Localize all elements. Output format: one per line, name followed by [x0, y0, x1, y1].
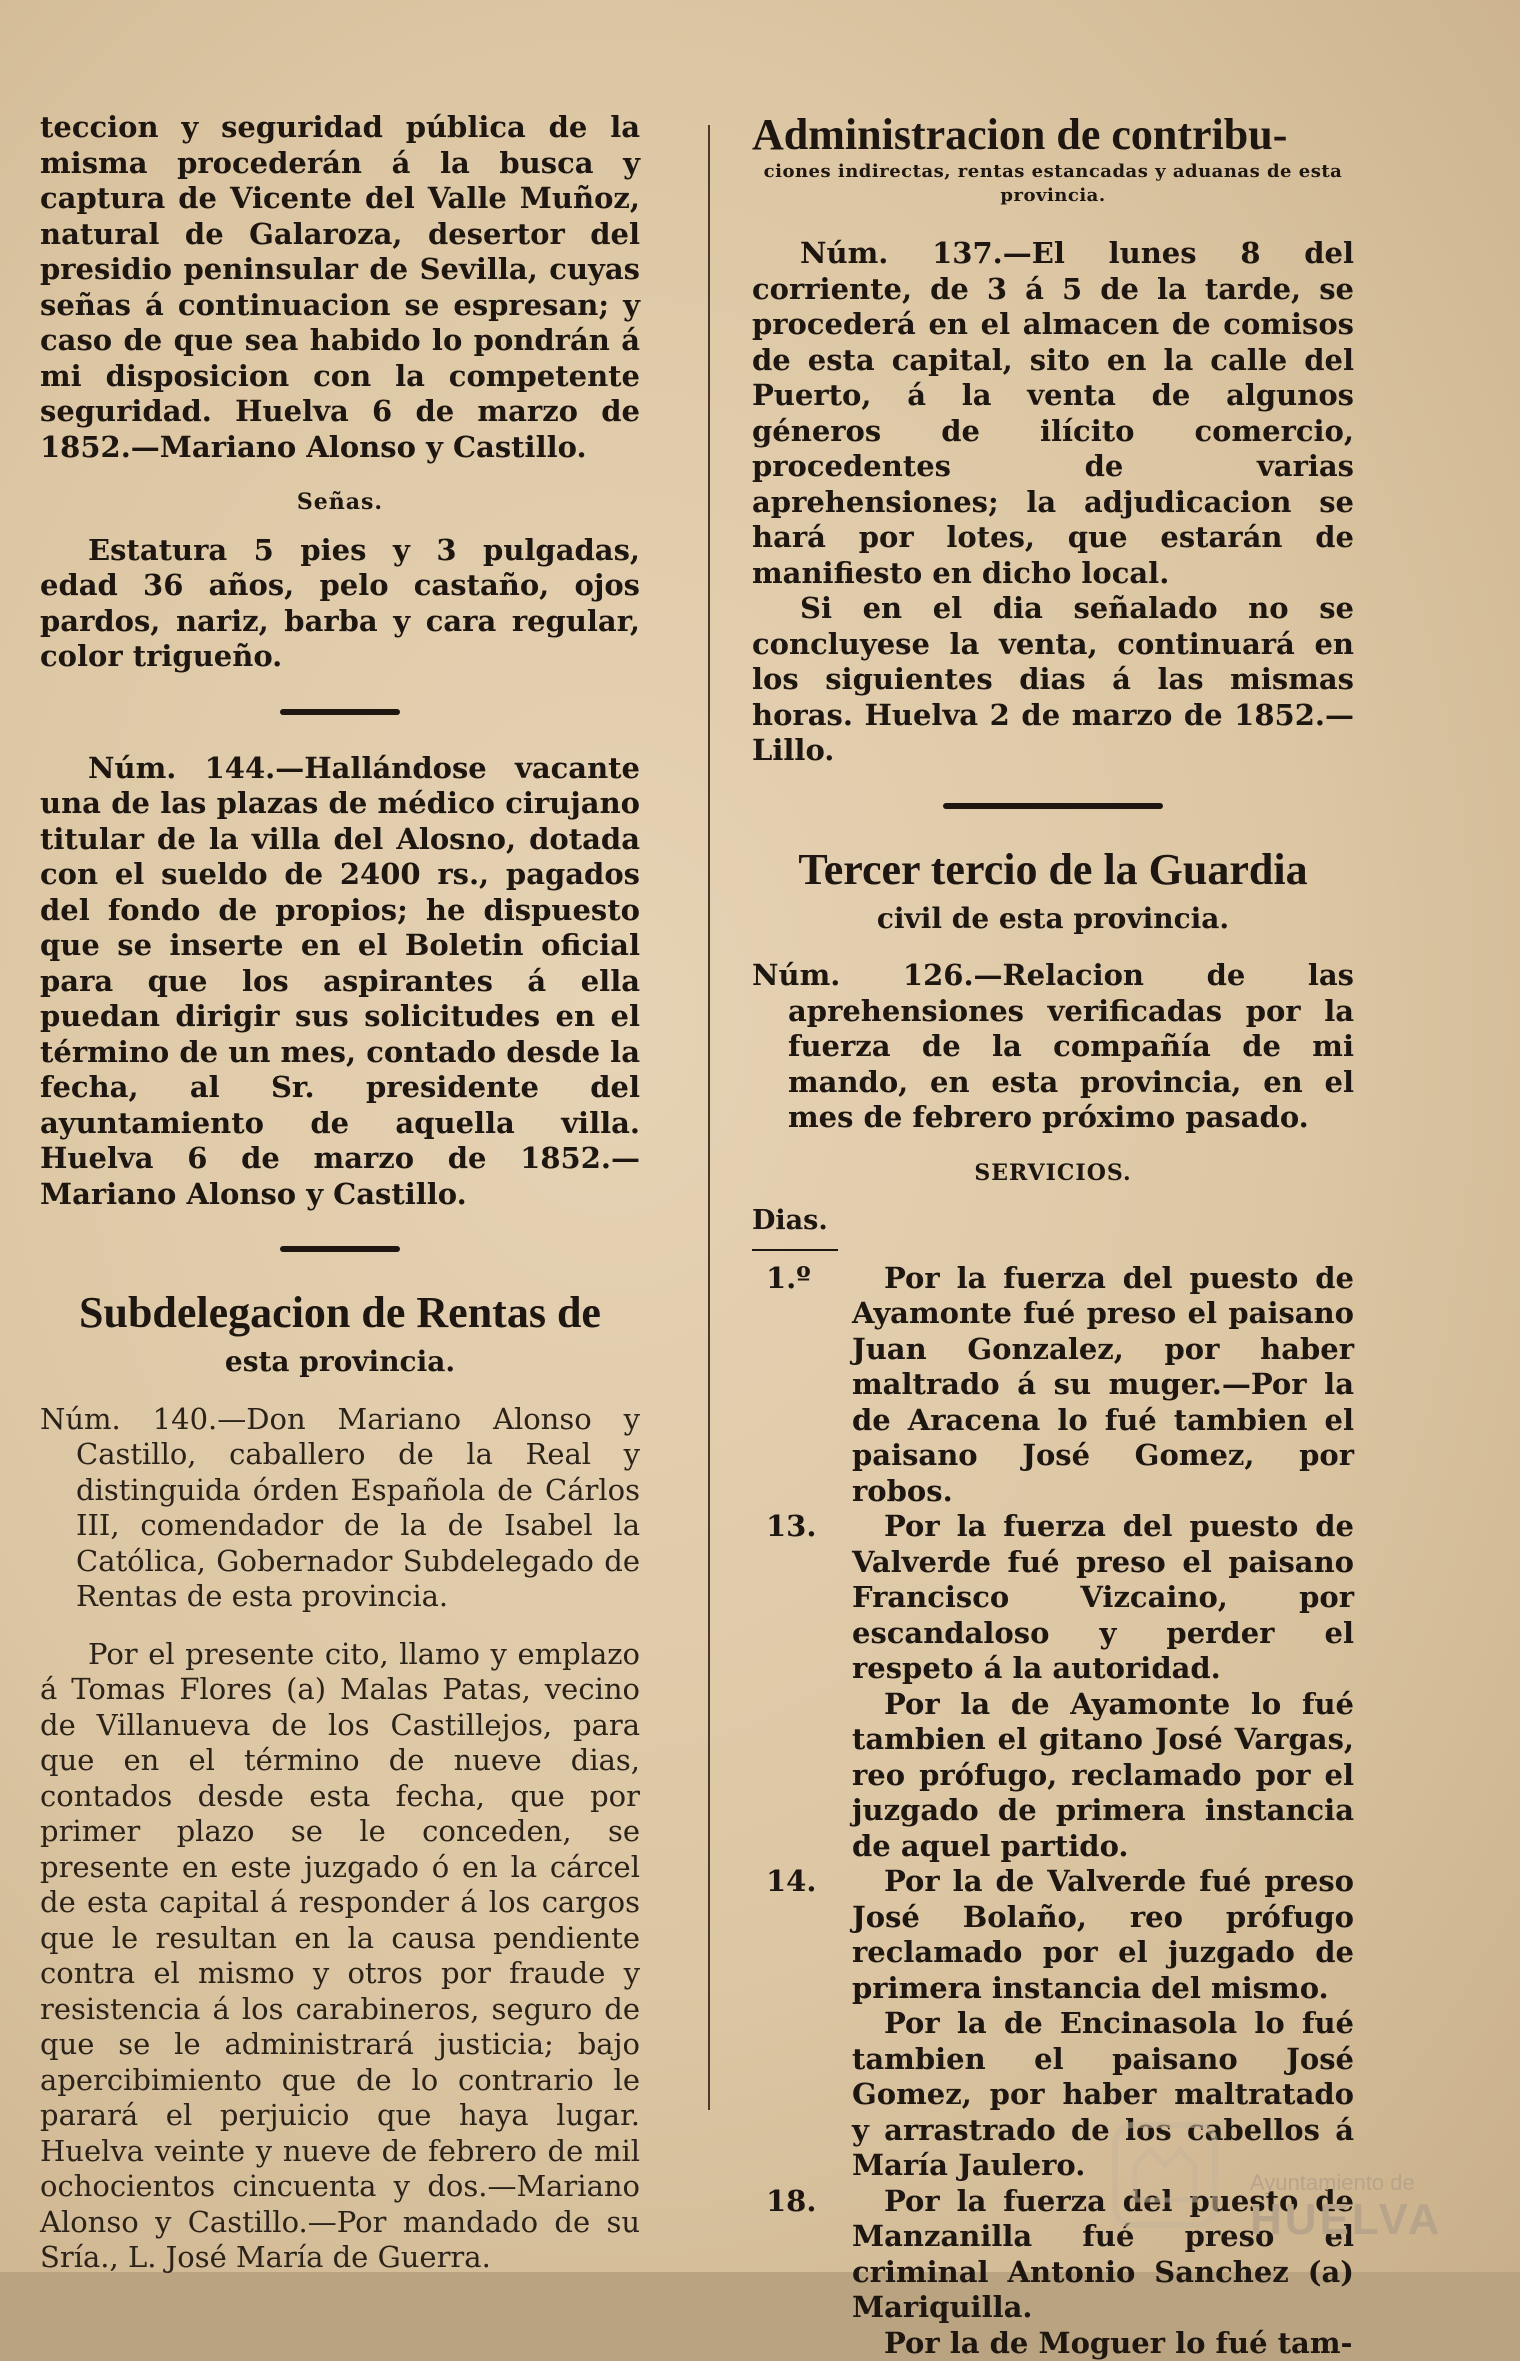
section-divider [280, 1246, 400, 1252]
entry-day: 18. [752, 2184, 852, 2361]
entry-day: 1.º [752, 1261, 852, 1510]
notice-144: Núm. 144.—Hallándose vacante una de las plazas de médico cirujano titular de la villa del Alosno, dotada con el sueldo de 2400 rs., pagados del fondo de propios; he dispuesto que se inserte en el Boletin oficial para que los aspirantes á ella puedan dirigir sus solicitudes en el término de un mes, contado desde la fecha, al Sr. presidente del ayuntamiento de aquella villa. Huelva 6 de marzo de 1852.—Mariano Alonso y Castillo. [40, 751, 640, 1213]
service-entry [752, 1261, 1354, 1510]
entry-day: 13. [752, 1509, 852, 1864]
dias-label: Dias. [752, 1203, 1354, 1239]
left-column [40, 110, 640, 2276]
column-rule [708, 125, 710, 2110]
watermark-line2: HUELVA [1250, 2195, 1442, 2245]
paragraph-desertor: teccion y seguridad pública de la misma procederán á la busca y captura de Vicente del Valle Muñoz, natural de Galaroza, desertor del presidio peninsular de Sevilla, cuyas señas á continuacion se espresan; y caso de que sea habido lo pondrán á mi disposicion con la competente seguridad. Huelva 6 de marzo de 1852.—Mariano Alonso y Castillo. [40, 110, 640, 465]
section-title-guardia: Tercer tercio de la Guardia [752, 845, 1354, 895]
section-title-administracion: Administracion de contribu- [752, 110, 1354, 160]
entry-text: Por la fuerza del puesto de Ayamonte fué preso el paisano Juan Gonzalez, por haber maltrado á su muger.—Por la de Aracena lo fué tambien el paisano José Gomez, por robos. [852, 1261, 1354, 1510]
senas-heading: Señas. [40, 485, 640, 521]
notice-126: Núm. 126.—Relacion de las aprehensiones verificadas por la fuerza de la compañía de mi mando, en esta provincia, en el mes de febrero próximo pasado. [752, 958, 1354, 1136]
right-column [752, 110, 1354, 2361]
summons-paragraph: Por el presente cito, llamo y emplazo á Tomas Flores (a) Malas Patas, vecino de Villanueva de los Castillejos, para que en el término de nueve dias, contados desde esta fecha, que por primer plazo se le conceden, se presente en este juzgado ó en la cárcel de esta capital á responder á los cargos que le resultan en la causa pendiente contra el mismo y otros por fraude y resistencia á los carabineros, seguro de que se le administrará justicia; bajo apercibimiento que de lo contrario le parará el perjuicio que haya lugar. Huelva veinte y nueve de febrero de mil ochocientos cincuenta y dos.—Mariano Alonso y Castillo.—Por mandado de su Sría., L. José María de Guerra. [40, 1637, 640, 2276]
servicios-heading: SERVICIOS. [752, 1156, 1354, 1192]
section-subtitle-guardia: civil de esta provincia. [752, 901, 1354, 937]
notice-137-continued: Si en el dia señalado no se concluyese la venta, continuará en los siguientes dias á las mismas horas. Huelva 2 de marzo de 1852.—Lillo. [752, 591, 1354, 769]
notice-140: Núm. 140.—Don Mariano Alonso y Castillo, caballero de la Real y distinguida órden Española de Cárlos III, comendador de la de Isabel la Católica, Gobernador Subdelegado de Rentas de esta provincia. [40, 1402, 640, 1615]
service-entry [752, 1509, 1354, 1864]
section-subtitle-administracion: ciones indirectas, rentas estancadas y aduanas de esta provincia. [752, 160, 1354, 208]
section-subtitle-subdelegacion: esta provincia. [40, 1344, 640, 1380]
entry-text: Por la de Ayamonte lo fué tambien el gitano José Vargas, reo prófugo, reclamado por el juzgado de primera instancia de aquel partido. [852, 1687, 1354, 1865]
section-title-subdelegacion: Subdelegacion de Rentas de [40, 1288, 640, 1338]
entry-text: Por la fuerza del puesto de Valverde fué preso el paisano Francisco Vizcaino, por escandaloso y perder el respeto á la autoridad. [852, 1509, 1354, 1687]
section-divider [280, 709, 400, 715]
dias-rule [752, 1249, 838, 1251]
senas-text: Estatura 5 pies y 3 pulgadas, edad 36 años, pelo castaño, ojos pardos, nariz, barba y cara regular, color trigueño. [40, 533, 640, 675]
entry-day: 14. [752, 1864, 852, 2184]
watermark-line1: Ayuntamiento de [1250, 2170, 1415, 2196]
entry-text: Por la fuerza del puesto de Manzanilla fué preso el criminal Antonio Sanchez (a) Mariquilla. [852, 2184, 1354, 2326]
entry-text: Por la de Moguer lo fué tam- [852, 2326, 1354, 2361]
entry-text: Por la de Encinasola lo fué tambien el paisano José Gomez, por haber maltratado y arrastrado de los cabellos á María Jaulero. [852, 2006, 1354, 2184]
notice-137: Núm. 137.—El lunes 8 del corriente, de 3 á 5 de la tarde, se procederá en el almacen de comisos de esta capital, sito en la calle del Puerto, á la venta de algunos géneros de ilícito comercio, procedentes de varias aprehensiones; la adjudicacion se hará por lotes, que estarán de manifiesto en dicho local. [752, 236, 1354, 591]
section-divider [943, 803, 1163, 809]
entry-text: Por la de Valverde fué preso José Bolaño, reo prófugo reclamado por el juzgado de primera instancia del mismo. [852, 1864, 1354, 2006]
